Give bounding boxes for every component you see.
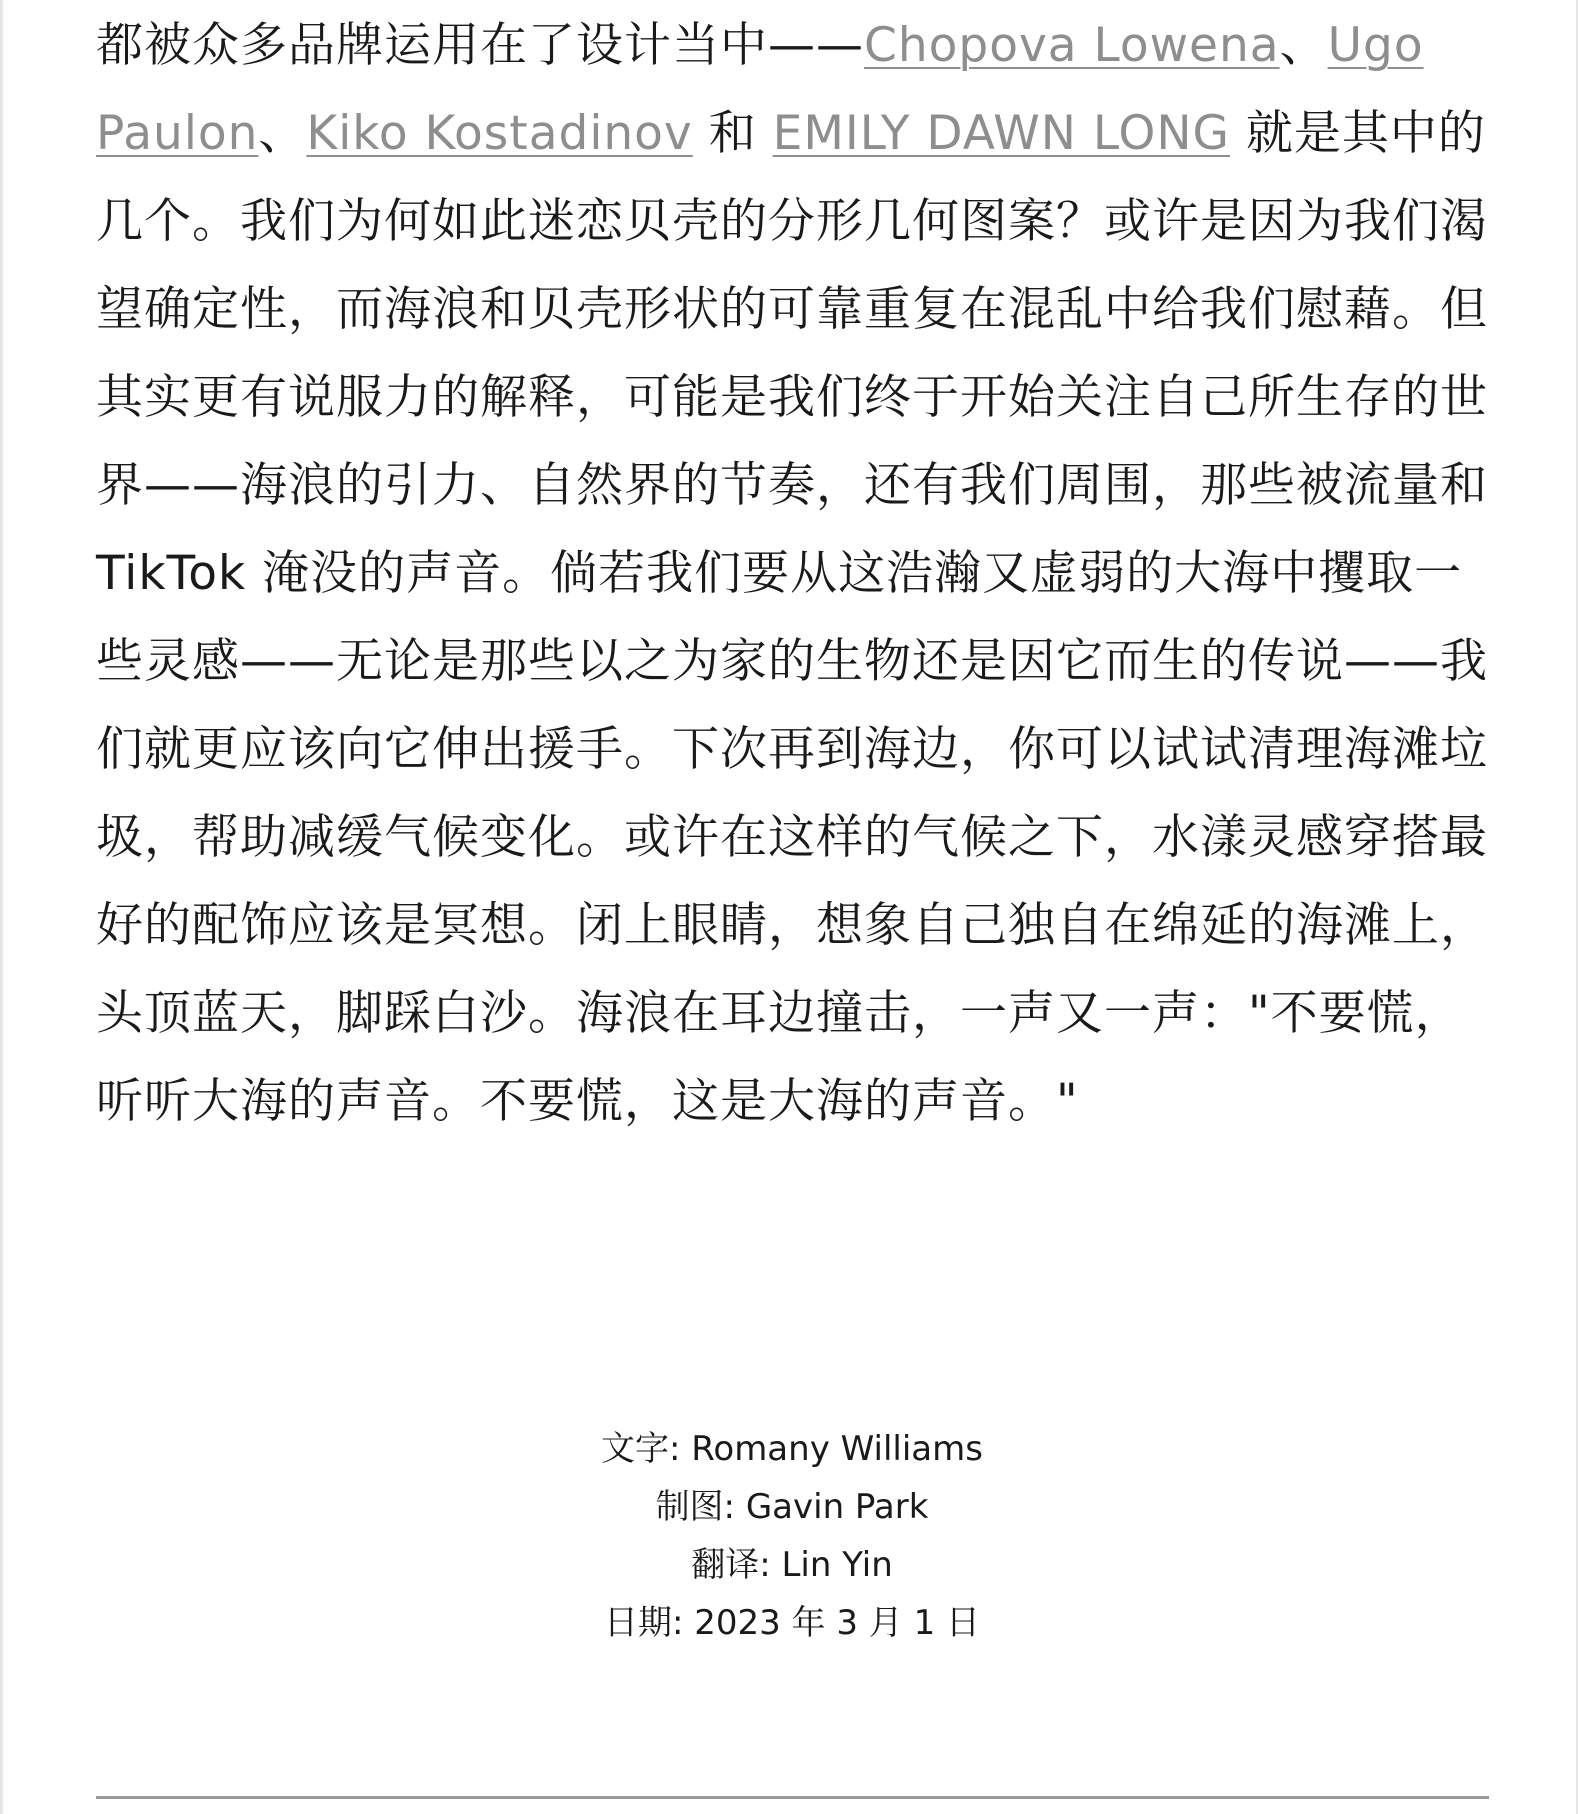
article-text-segment: 就是其中的几个。我们为何如此迷恋贝壳的分形几何图案？或许是因为我们渴望确定性，而海浪和贝壳形状的可靠重复在混乱中给我们慰藉。但其实更有说服力的解释，可能是我们终于开始关注自己所生存的世界——海浪的引力、自然界的节奏，还有我们周围，那些被流量和 TikTok 淹没的声音。倘若我们要从这浩瀚又虚弱的大海中攫取一些灵感——无论是那些以之为家的生物还是因它而生的传说——我们就更应该向它伸出援手。下次再到海边，你可以试试清理海滩垃圾，帮助减缓气候变化。或许在这样的气候之下，水漾灵感穿搭最好的配饰应该是冥想。闭上眼睛，想象自己独自在绵延的海滩上，头顶蓝天，脚踩白沙。海浪在耳边撞击，一声又一声："不要慌，听听大海的声音。不要慌，这是大海的声音。": [96, 106, 1488, 1129]
credit-translation: 翻译: Lin Yin: [691, 1545, 893, 1585]
separator: 、: [1279, 18, 1328, 73]
credit-date: 日期: 2023 年 3 月 1 日: [603, 1603, 981, 1643]
separator: 和: [692, 106, 773, 161]
credit-graphics: 制图: Gavin Park: [655, 1487, 929, 1527]
separator: 、: [258, 106, 307, 161]
credits-block: [3, 1420, 1578, 1652]
article-text-segment: 都被众多品牌运用在了设计当中——: [96, 18, 864, 73]
article-body: [96, 2, 1496, 1146]
credit-text: 文字: Romany Williams: [601, 1429, 983, 1469]
section-divider: [96, 1796, 1489, 1799]
brand-link-emily-dawn-long[interactable]: EMILY DAWN LONG: [772, 106, 1230, 161]
brand-link-kiko-kostadinov[interactable]: Kiko Kostadinov: [306, 106, 693, 161]
brand-link-chopova-lowena[interactable]: Chopova Lowena: [864, 18, 1280, 73]
brand-link-ugo-paulon[interactable]: Ugo Paulon: [96, 18, 1424, 161]
